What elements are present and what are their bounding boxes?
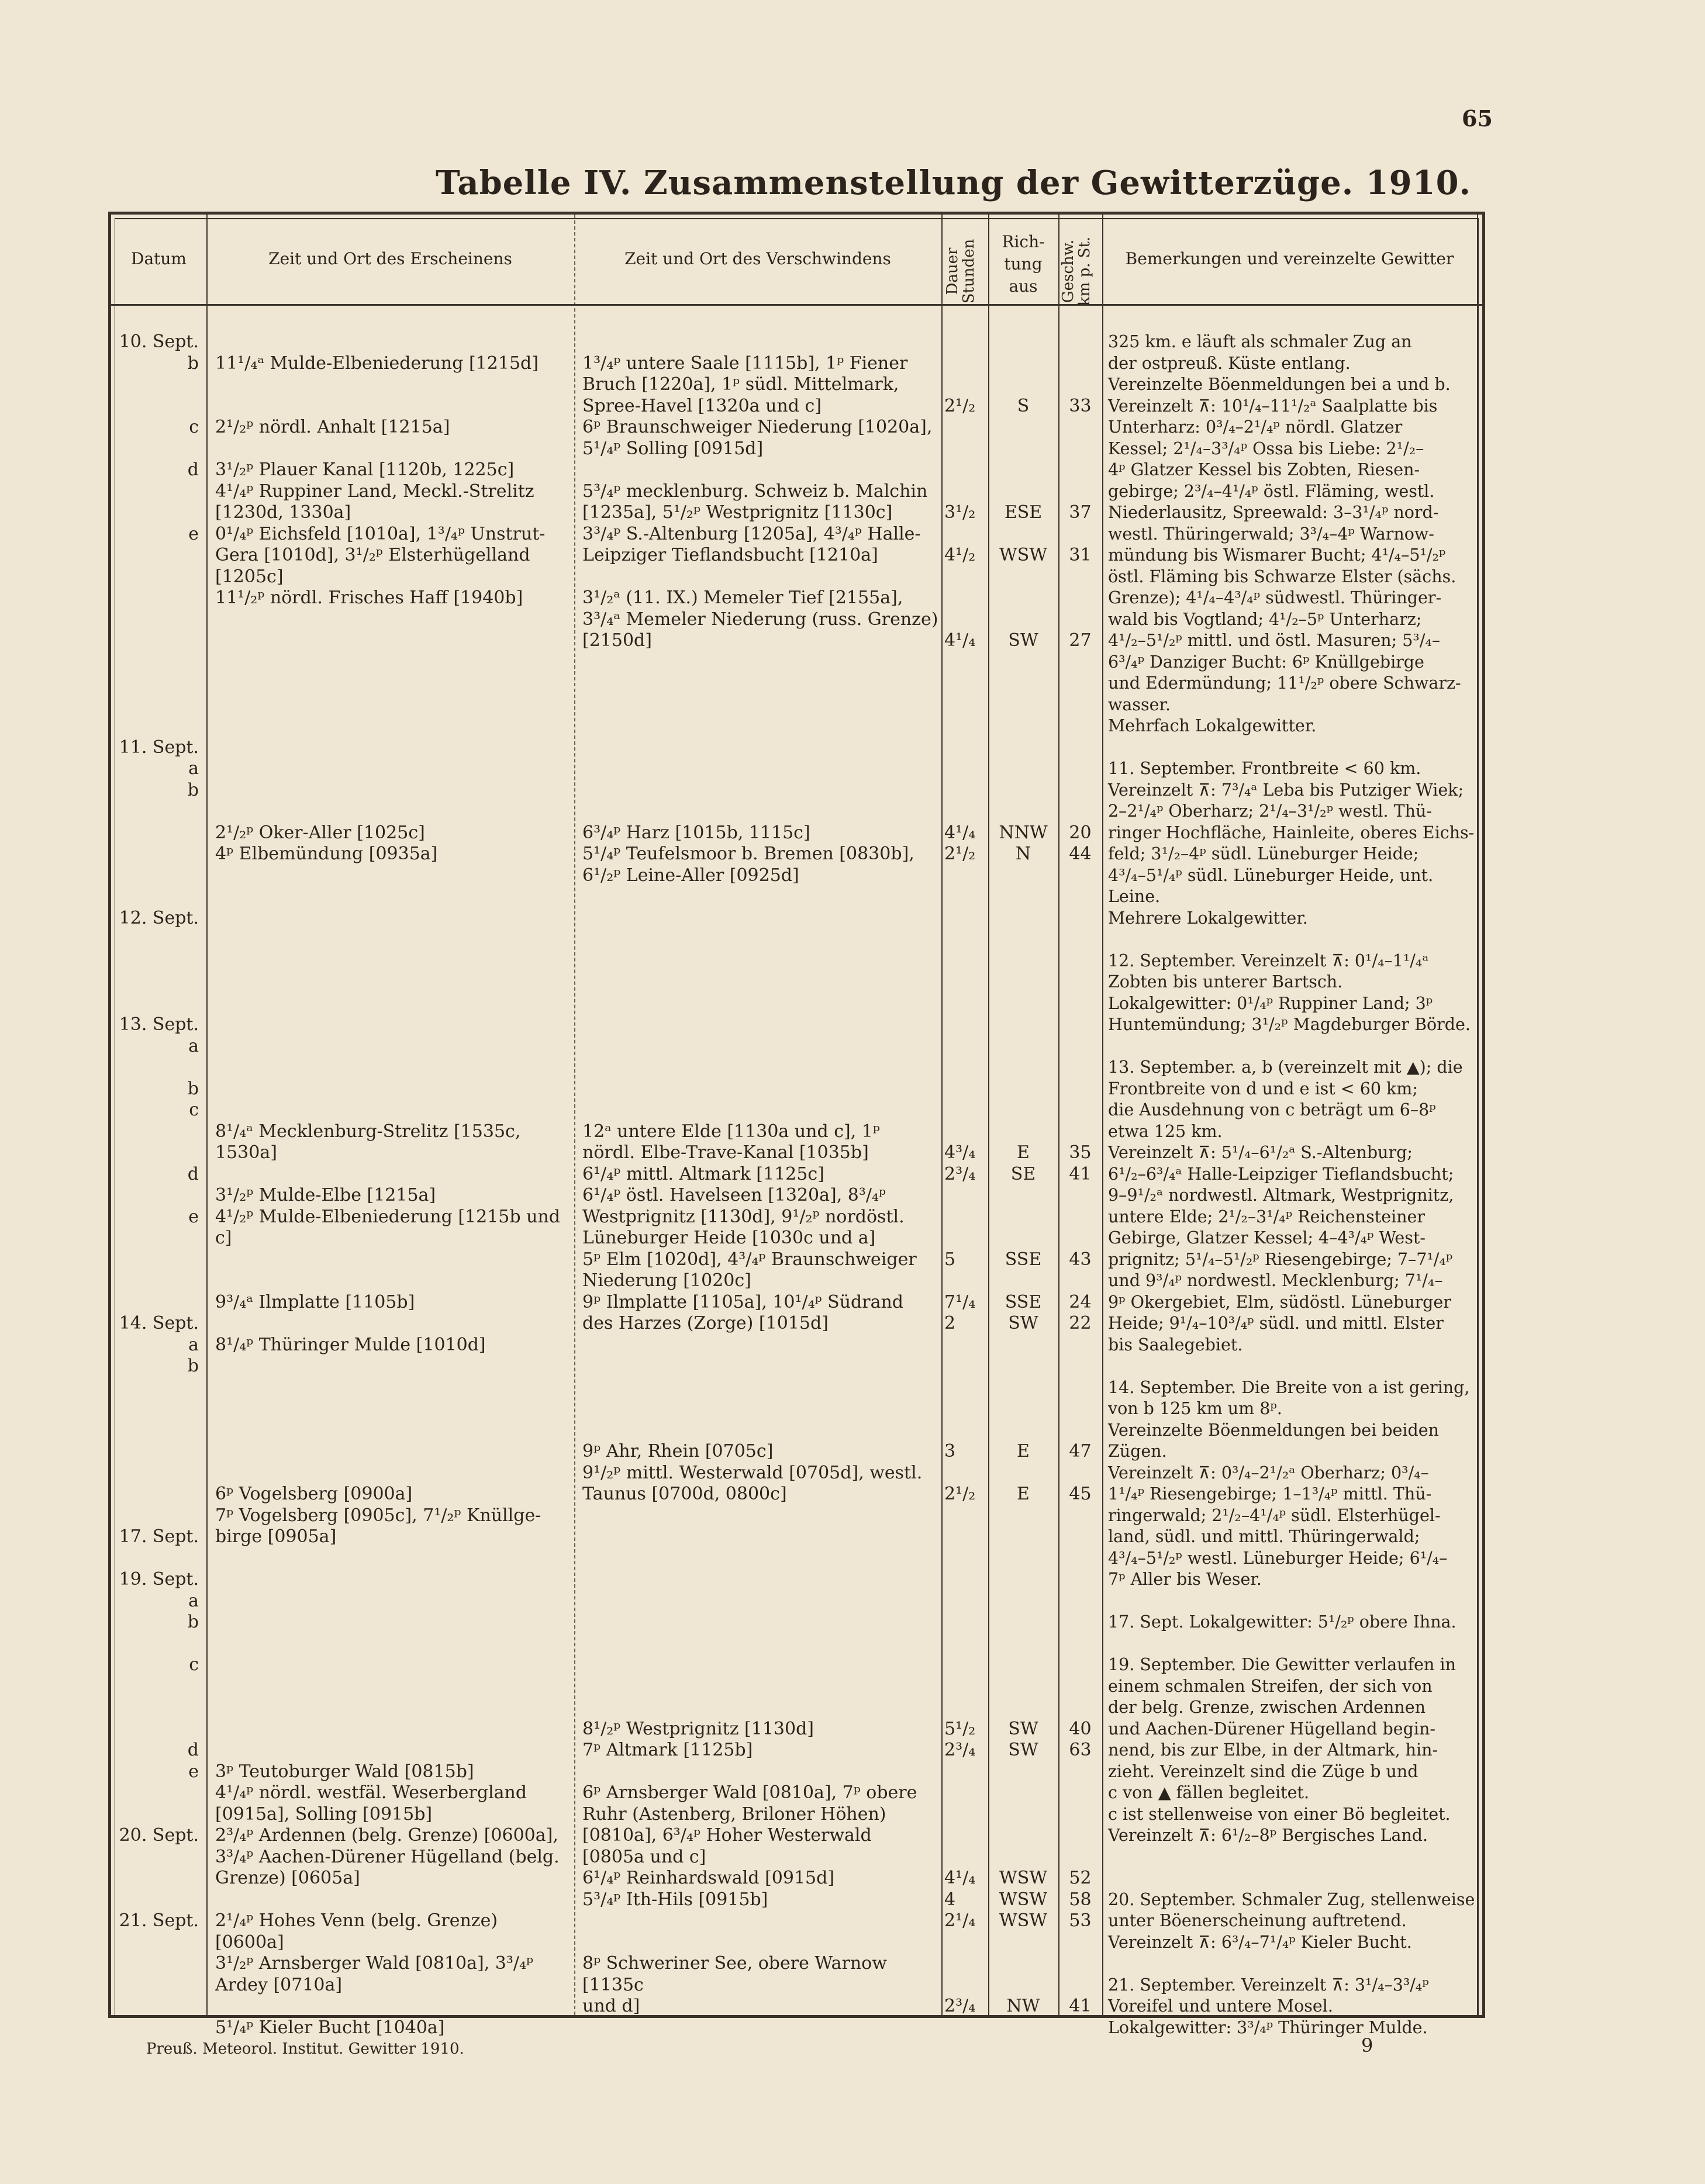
column-datum: 10. Sept. b c d e 11. Sept. a b 12. Sept. 13. Sept. a b c d e 14. Sept. a b 17. Sept. 19. Sept. a b c d e 20. Sept. 21. Sept. <box>119 331 199 1931</box>
column-verschwinden: 1³/₄ᵖ untere Saale [1115b], 1ᵖ Fiener Bruch [1220a], 1ᵖ südl. Mittelmark, Spree-Havel [1320a und c] 6ᵖ Braunschweiger Niederung [1020a], 5¹/₄ᵖ Solling [0915d] 5³/₄ᵖ mecklenburg. Schweiz b. Malchin [1235a], 5¹/₂ᵖ Westprignitz [1130c] 3³/₄ᵖ S.-Altenburg [1205a], 4³/₄ᵖ Halle- Leipziger Tieflandsbucht [1210a] 3¹/₂ᵃ (11. IX.) Memeler Tief [2155a], 3³/₄ᵃ Memeler Niederung (russ. Grenze) [2150d] 6³/₄ᵖ Harz [1015b, 1115c] 5¹/₄ᵖ Teufelsmoor b. Bremen [0830b], 6¹/₂ᵖ Leine-Aller [0925d] 12ᵃ untere Elde [1130a und c], 1ᵖ nördl. Elbe-Trave-Kanal [1035b] 6¹/₄ᵖ mittl. Altmark [1125c] 6¹/₄ᵖ östl. Havelseen [1320a], 8³/₄ᵖ Westprignitz [1130d], 9¹/₂ᵖ nordöstl. Lüneburger Heide [1030c und a] 5ᵖ Elm [1020d], 4³/₄ᵖ Braunschweiger Niederung [1020c] 9ᵖ Ilmplatte [1105a], 10¹/₄ᵖ Südrand des Harzes (Zorge) [1015d] 9ᵖ Ahr, Rhein [0705c] 9¹/₂ᵖ mittl. Westerwald [0705d], westl. Taunus [0700d, 0800c] 8¹/₂ᵖ Westprignitz [1130d] 7ᵖ Altmark [1125b] 6ᵖ Arnsberger Wald [0810a], 7ᵖ obere Ruhr (Astenberg, Briloner Höhen) [0810a], 6³/₄ᵖ Hoher Westerwald [0805a und c] 6¹/₄ᵖ Reinhardswald [0915d] 5³/₄ᵖ Ith-Hils [0915b] 8ᵖ Schweriner See, obere Warnow [1135c und d] <box>582 353 938 2016</box>
column-divider <box>574 215 575 2015</box>
page-number: 65 <box>1462 105 1493 132</box>
column-geschw: 33 37 31 27 20 44 35 41 43 24 22 47 45 40 63 52 58 53 41 <box>1069 395 1092 2016</box>
header-rule <box>111 304 1482 306</box>
column-richtung: S ESE WSW SW NNW N E SE SSE SSE SW E E SW SW WSW WSW WSW NW <box>999 395 1048 2016</box>
column-divider <box>941 215 943 2015</box>
page-title: Tabelle IV. Zusammenstellung der Gewitterzüge. 1910. <box>436 164 1472 202</box>
header-datum: Datum <box>131 249 187 268</box>
header-dauer: Dauer Stunden <box>944 239 978 304</box>
column-bemerkungen: 325 km. e läuft als schmaler Zug an der ostpreuß. Küste entlang. Vereinzelte Böenmeldungen bei a und b. Vereinzelt ⊼: 10¹/₄–11¹/₂ᵃ Saalplatte bis Unterharz: 0³/₄–2¹/₄ᵖ nördl. Glatzer Kessel; 2¹/₄–3³/₄ᵖ Ossa bis Liebe: 2¹/₂– 4ᵖ Glatzer Kessel bis Zobten, Riesen- gebirge; 2³/₄–4¹/₄ᵖ östl. Fläming, westl. Niederlausitz, Spreewald: 3–3¹/₄ᵖ nord- westl. Thüringerwald; 3³/₄–4ᵖ Warnow- mündung bis Wismarer Bucht; 4¹/₄–5¹/₂ᵖ östl. Fläming bis Schwarze Elster (sächs. Grenze); 4¹/₄–4³/₄ᵖ südwestl. Thüringer- wald bis Vogtland; 4¹/₂–5ᵖ Unterharz; 4¹/₂–5¹/₂ᵖ mittl. und östl. Masuren; 5³/₄– 6³/₄ᵖ Danziger Bucht: 6ᵖ Knüllgebirge und Edermündung; 11¹/₂ᵖ obere Schwarz- wasser. Mehrfach Lokalgewitter. 11. September. Frontbreite < 60 km. Vereinzelt ⊼: 7³/₄ᵃ Leba bis Putziger Wiek; 2–2¹/₄ᵖ Oberharz; 2¹/₄–3¹/₂ᵖ westl. Thü- ringer Hochfläche, Hainleite, oberes Eichs- feld; 3¹/₂–4ᵖ südl. Lüneburger Heide; 4³/₄–5¹/₄ᵖ südl. Lüneburger Heide, unt. Leine. Mehrere Lokalgewitter. 12. September. Vereinzelt ⊼: 0¹/₄–1¹/₄ᵃ Zobten bis unterer Bartsch. Lokalgewitter: 0¹/₄ᵖ Ruppiner Land; 3ᵖ Huntemündung; 3¹/₂ᵖ Magdeburger Börde. 13. September. a, b (vereinzelt mit ▲); die Frontbreite von d und e ist < 60 km; die Ausdehnung von c beträgt um 6–8ᵖ etwa 125 km. Vereinzelt ⊼: 5¹/₄–6¹/₂ᵃ S.-Altenburg; 6¹/₂–6³/₄ᵃ Halle-Leipziger Tieflandsbucht; 9–9¹/₂ᵃ nordwestl. Altmark, Westprignitz, untere Elde; 2¹/₂–3¹/₄ᵖ Reichensteiner Gebirge, Glatzer Kessel; 4–4³/₄ᵖ West- prignitz; 5¹/₄–5¹/₂ᵖ Riesengebirge; 7–7¹/₄ᵖ und 9³/₄ᵖ nordwestl. Mecklenburg; 7¹/₄– 9ᵖ Okergebiet, Elm, südöstl. Lüneburger Heide; 9¹/₄–10³/₄ᵖ südl. und mittl. Elster bis Saalegebiet. 14. September. Die Breite von a ist gering, von b 125 km um 8ᵖ. Vereinzelte Böenmeldungen bei beiden Zügen. Vereinzelt ⊼: 0³/₄–2¹/₂ᵃ Oberharz; 0³/₄– 1¹/₄ᵖ Riesengebirge; 1–1³/₄ᵖ mittl. Thü- ringerwald; 2¹/₂–4¹/₄ᵖ südl. Elsterhügel- land, südl. und mittl. Thüringerwald; 4³/₄–5¹/₂ᵖ westl. Lüneburger Heide; 6¹/₄– 7ᵖ Aller bis Weser. 17. Sept. Lokalgewitter: 5¹/₂ᵖ obere Ihna. 19. September. Die Gewitter verlaufen in einem schmalen Streifen, der sich von der belg. Grenze, zwischen Ardennen und Aachen-Dürener Hügelland begin- nend, bis zur Elbe, in der Altmark, hin- zieht. Vereinzelt sind die Züge b und c von ▲ fällen begleitet. c ist stellenweise von einer Bö begleitet. Vereinzelt ⊼: 6¹/₂–8ᵖ Bergisches Land. 20. September. Schmaler Zug, stellenweise unter Böenerscheinung auftretend. Vereinzelt ⊼: 6³/₄–7¹/₄ᵖ Kieler Bucht. 21. September. Vereinzelt ⊼: 3¹/₄–3³/₄ᵖ Voreifel und untere Mosel. Lokalgewitter: 3³/₄ᵖ Thüringer Mulde. <box>1108 332 1475 2037</box>
header-bemerkungen: Bemerkungen und vereinzelte Gewitter <box>1125 249 1454 268</box>
header-erscheinen: Zeit und Ort des Erscheinens <box>268 249 512 268</box>
column-divider <box>206 215 208 2015</box>
column-divider <box>1477 215 1478 2015</box>
column-erscheinen: 11¹/₄ᵃ Mulde-Elbeniederung [1215d] 2¹/₂ᵖ nördl. Anhalt [1215a] 3¹/₂ᵖ Plauer Kanal [1120b, 1225c] 4¹/₄ᵖ Ruppiner Land, Meckl.-Strelitz [1230d, 1330a] 0¹/₄ᵖ Eichsfeld [1010a], 1³/₄ᵖ Unstrut- Gera [1010d], 3¹/₂ᵖ Elsterhügelland [1205c] 11¹/₂ᵖ nördl. Frisches Haff [1940b] 2¹/₂ᵖ Oker-Aller [1025c] 4ᵖ Elbemündung [0935a] 8¹/₄ᵃ Mecklenburg-Strelitz [1535c, 1530a] 3¹/₂ᵖ Mulde-Elbe [1215a] 4¹/₂ᵖ Mulde-Elbeniederung [1215b und c] 9³/₄ᵃ Ilmplatte [1105b] 8¹/₄ᵖ Thüringer Mulde [1010d] 6ᵖ Vogelsberg [0900a] 7ᵖ Vogelsberg [0905c], 7¹/₂ᵖ Knüllge- birge [0905a] 3ᵖ Teutoburger Wald [0815b] 4¹/₄ᵖ nördl. westfäl. Weserbergland [0915a], Solling [0915b] 2³/₄ᵖ Ardennen (belg. Grenze) [0600a], 3³/₄ᵖ Aachen-Dürener Hügelland (belg. Grenze) [0605a] 2¹/₄ᵖ Hohes Venn (belg. Grenze) [0600a] 3¹/₂ᵖ Arnsberger Wald [0810a], 3³/₄ᵖ Ardey [0710a] 5¹/₄ᵖ Kieler Bucht [1040a] <box>215 353 560 2038</box>
footer-page-signature: 9 <box>1361 2034 1373 2057</box>
column-dauer: 2¹/₂ 3¹/₂ 4¹/₂ 4¹/₄ 4¹/₄ 2¹/₂ 4³/₄ 2³/₄ 5 7¹/₄ 2 3 2¹/₂ 5¹/₂ 2³/₄ 4¹/₄ 4 2¹/₄ 2³/₄ <box>944 395 976 2016</box>
header-verschwinden: Zeit und Ort des Verschwindens <box>624 249 891 268</box>
header-geschw: Geschw. km p. St. <box>1059 236 1093 306</box>
column-divider <box>1102 215 1103 2015</box>
thunderstorm-table <box>108 212 1485 2038</box>
footer-publisher: Preuß. Meteorol. Institut. Gewitter 1910. <box>146 2040 464 2058</box>
header-richtung: Rich- tung aus <box>1002 232 1045 296</box>
